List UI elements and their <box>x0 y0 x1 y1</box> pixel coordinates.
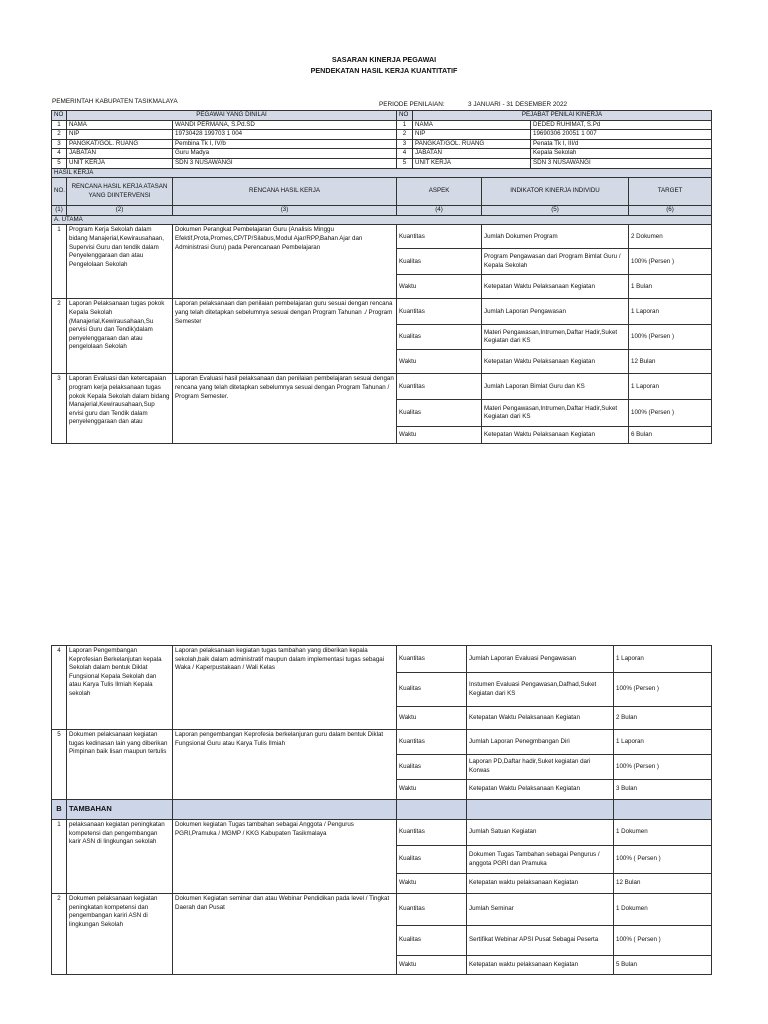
item-target: 1 Laporan <box>629 299 712 325</box>
item-aspek: Waktu <box>397 707 467 730</box>
header-no-2: NO <box>397 111 413 121</box>
item-indikator: Dokumen Tugas Tambahan sebagai Pengurus / anggota PGRI dan Pramuka <box>467 846 614 874</box>
item-aspek: Waktu <box>397 874 467 894</box>
table-row <box>52 374 712 400</box>
utama-label: A. UTAMA <box>52 215 712 225</box>
item-no: 3 <box>52 374 67 444</box>
item-no: 2 <box>52 894 67 975</box>
item-target: 100% (Persen ) <box>614 673 712 707</box>
item-indikator: Ketepatan waktu pelaksanaan Kegiatan <box>467 956 614 975</box>
item-rencana: Dokumen Perangkat Pembelajaran Guru (Analisis Minggu Efektif,Prota,Promes,CP/TP/Silabus,Modul Ajar/RPP,Bahan Ajar dan Administrasi Guru) pada Perencanaan Pembelajaran <box>173 225 397 299</box>
item-aspek: Waktu <box>397 780 467 800</box>
skp-table-page-1 <box>51 110 712 444</box>
item-target: 1 Dokumen <box>614 820 712 846</box>
item-target: 1 Laporan <box>629 374 712 400</box>
row-no-2: 3 <box>397 139 413 149</box>
document-subtitle: PENDEKATAN HASIL KERJA KUANTITATIF <box>310 66 458 75</box>
section-b-letter: B <box>52 800 67 820</box>
item-aspek: Kualitas <box>397 846 467 874</box>
item-atasan: Laporan Pengembangan Keprofesian Berkelanjutan kepala Sekolah dalam bentuk Diklat Fungsional Kepala Sekolah dan atau Karya Tulis Ilmiah Kepala sekolah <box>67 646 173 730</box>
row-no: 1 <box>52 120 67 130</box>
item-indikator: Jumlah Dokumen Program <box>482 225 629 249</box>
item-no: 2 <box>52 299 67 374</box>
item-rencana: Laporan pengembangan Keprofesia berkelanjuran guru dalam bentuk Diklat Fungsional Guru atau Karya Tulis Ilmiah <box>173 730 397 800</box>
item-rencana: Laporan pelaksanaan dan penilaian pembelajaran guru sesuai dengan rencana yang telah ditetapkan sebelumnya sesuai dengan Program Tahunan ./ Program Semester <box>173 299 397 374</box>
item-no: 1 <box>52 225 67 299</box>
item-atasan: pelaksanaan kegiatan peningkatan kompetensi dan pengembangan karir ASN di lingkungan sekolah <box>67 820 173 894</box>
item-indikator: Sertifikat Webinar APSI Pusat Sebagai Peserta <box>467 926 614 956</box>
row-label: JABATAN <box>67 149 173 159</box>
item-rencana: Dokumen kegiatan Tugas tambahan sebagai Anggota / Pengurus PGRI,Pramuka / MGMP / KKG Kabupaten Tasikmalaya <box>173 820 397 894</box>
col-no: NO. <box>52 178 67 206</box>
item-indikator: Ketepatan Waktu Pelaksanaan Kegiatan <box>482 427 629 444</box>
item-indikator: Jumlah Laporan Bimlat Guru dan KS <box>482 374 629 400</box>
row-no: 5 <box>52 158 67 168</box>
row-no-2: 2 <box>397 130 413 140</box>
item-indikator: Ketepatan waktu pelaksanaan Kegiatan <box>467 874 614 894</box>
item-aspek: Waktu <box>397 350 482 374</box>
item-no: 4 <box>52 646 67 730</box>
item-rencana: Dokumen Kegiatan seminar dan atau Webinar Pendidikan pada level / Tingkat Daerah dan Pusat <box>173 894 397 975</box>
row-label-2: NAMA <box>413 120 531 130</box>
item-atasan: Program Kerja Sekolah dalam bidang Manajerial,Kewirausahaan, Supervisi Guru dan tendik dalam Penyelenggaraan dan atau Pengelolaan Sekolah <box>67 225 173 299</box>
item-no: 1 <box>52 820 67 894</box>
item-aspek: Kuantitas <box>397 894 467 926</box>
row-value: SDN 3 NUSAWANGI <box>173 158 397 168</box>
item-target: 1 Bulan <box>629 275 712 299</box>
row-value-2: Penata Tk I, III/d <box>531 139 712 149</box>
section-b-label: TAMBAHAN <box>67 800 173 820</box>
identity-row <box>52 158 712 168</box>
row-value: WANDI PERMANA, S.Pd.SD <box>173 120 397 130</box>
row-label: UNIT KERJA <box>67 158 173 168</box>
table-row <box>52 730 712 755</box>
period-value: 3 JANUARI - 31 DESEMBER 2022 <box>468 101 568 108</box>
row-value: 19730428 199703 1 004 <box>173 130 397 140</box>
item-atasan: Dokumen pelaksanaan kegiatan peningkatan kompetensi dan pengembangan kariri ASN di lingkungan Sekolah <box>67 894 173 975</box>
item-aspek: Kualitas <box>397 755 467 780</box>
col-num: (4) <box>397 206 482 216</box>
item-aspek: Waktu <box>397 427 482 444</box>
item-target: 100% ( Persen ) <box>614 846 712 874</box>
item-aspek: Waktu <box>397 956 467 975</box>
col-target: TARGET <box>629 178 712 206</box>
skp-table-page-2 <box>51 645 712 975</box>
item-aspek: Kualitas <box>397 926 467 956</box>
item-target: 1 Dokumen <box>614 894 712 926</box>
item-indikator: Ketepatan Waktu Pelaksanaan Kegiatan <box>467 780 614 800</box>
item-aspek: Kuantitas <box>397 225 482 249</box>
item-aspek: Kuantitas <box>397 299 482 325</box>
pegawai-title: PEGAWAI YANG DINILAI <box>67 111 397 121</box>
identity-row <box>52 120 712 130</box>
row-no: 3 <box>52 139 67 149</box>
col-num: (5) <box>482 206 629 216</box>
table-row <box>52 225 712 249</box>
col-num: (3) <box>173 206 397 216</box>
item-target: 100% (Persen ) <box>629 325 712 350</box>
row-no: 4 <box>52 149 67 159</box>
row-label-2: NIP <box>413 130 531 140</box>
item-rencana: Laporan Evaluasi hasil pelaksanaan dan penilaian pembelajaran sesuai dengan rencana yang telah ditetapkan sebelumnya sesuai dengan Program Tahunan / Program Semester. <box>173 374 397 444</box>
item-target: 1 Laporan <box>614 646 712 673</box>
item-no: 5 <box>52 730 67 800</box>
row-label-2: JABATAN <box>413 149 531 159</box>
item-target: 100% (Persen ) <box>629 400 712 427</box>
item-target: 3 Bulan <box>614 780 712 800</box>
item-target: 5 Bulan <box>614 956 712 975</box>
row-no: 2 <box>52 130 67 140</box>
item-atasan: Laporan Pelaksanaan tugas pokok Kepala Sekolah (Manajerial,Kewirausahaan,Su pervisi Guru dan Tendik)dalam penyelenggaraan dan atau pengelolaan Sekolah <box>67 299 173 374</box>
item-aspek: Kualitas <box>397 673 467 707</box>
header-no: NO <box>52 111 67 121</box>
row-value-2: 19690306 20051 1 007 <box>531 130 712 140</box>
item-indikator: Jumlah Laporan Evaluasi Pengawasan <box>467 646 614 673</box>
pejabat-title: PEJABAT PENILAI KINERJA <box>413 111 712 121</box>
item-indikator: Program Pengawasan dari Program Bimlat Guru / Kepala Sekolah <box>482 249 629 275</box>
hasil-kerja-label: HASIL KERJA <box>52 168 712 178</box>
row-label-2: PANGKAT/GOL. RUANG <box>413 139 531 149</box>
identity-row <box>52 139 712 149</box>
row-no-2: 1 <box>397 120 413 130</box>
row-label-2: UNIT KERJA <box>413 158 531 168</box>
item-indikator: Jumlah Seminar <box>467 894 614 926</box>
item-indikator: Jumlah Laporan Penegmbangan Diri <box>467 730 614 755</box>
item-aspek: Kuantitas <box>397 730 467 755</box>
section-b-row <box>52 800 712 820</box>
item-indikator: Materi Pengawasan,Intrumen,Daftar Hadir,Suket Kegiatan dari KS <box>482 325 629 350</box>
row-value: Pembina Tk I, IV/b <box>173 139 397 149</box>
identity-row <box>52 149 712 159</box>
item-target: 6 Bulan <box>629 427 712 444</box>
item-target: 100% (Persen ) <box>614 755 712 780</box>
row-value-2: DEDED RUHIMAT, S.Pd <box>531 120 712 130</box>
col-num: (1) <box>52 206 67 216</box>
item-indikator: Instumen Evaluasi Pengawasan,Dafhad,Suket Kegiatan dari KS <box>467 673 614 707</box>
row-value-2: Kepala Sekolah <box>531 149 712 159</box>
item-target: 12 Bulan <box>629 350 712 374</box>
item-aspek: Kuantitas <box>397 646 467 673</box>
col-rencana-atasan: RENCANA HASIL KERJA ATASAN YANG DIINTERVENSI <box>67 178 173 206</box>
item-target: 2 Dokumen <box>629 225 712 249</box>
row-value-2: SDN 3 NUSAWANGI <box>531 158 712 168</box>
item-rencana: Laporan pelaksanaan kegiatan tugas tambahan yang diberikan kepala sekolah,baik dalam administratif maupun dalam implementasi tugas sebagai Waka / Kaperpustakaan / Wali Kelas <box>173 646 397 730</box>
col-num: (2) <box>67 206 173 216</box>
item-indikator: Jumlah Laporan Pengawasan <box>482 299 629 325</box>
row-value: Guru Madya <box>173 149 397 159</box>
table-row <box>52 820 712 846</box>
item-aspek: Kualitas <box>397 325 482 350</box>
item-aspek: Kuantitas <box>397 374 482 400</box>
table-row <box>52 299 712 325</box>
item-target: 1 Laporan <box>614 730 712 755</box>
document-title: SASARAN KINERJA PEGAWAI <box>331 55 437 64</box>
item-indikator: Laporan PD,Daftar hadir,Suket kegiatan dari Korwas <box>467 755 614 780</box>
item-target: 100% ( Persen ) <box>614 926 712 956</box>
row-no-2: 5 <box>397 158 413 168</box>
identity-row <box>52 130 712 140</box>
item-indikator: Ketepatan Waktu Pelaksanaan Kegiatan <box>467 707 614 730</box>
item-atasan: Dokumen pelaksanaan kegiatan tugas kedinasan lain yang diberikan Pimpinan baik lisan maupun tertulis <box>67 730 173 800</box>
table-row <box>52 894 712 926</box>
item-target: 12 Bulan <box>614 874 712 894</box>
col-aspek: ASPEK <box>397 178 482 206</box>
item-indikator: Ketepatan Waktu Pelaksanaan Kegiatan <box>482 275 629 299</box>
table-row <box>52 646 712 673</box>
item-atasan: Laporan Evaluasi dan ketercapaian program kerja pelaksanaan tugas pokok Kepala Sekolah dalam bidang Manajerial,Kewirausahaan,Sup ervisi guru dan Tendik dalam penyelenggaraan dan atau <box>67 374 173 444</box>
item-indikator: Jumlah Satuan Kegiatan <box>467 820 614 846</box>
item-aspek: Kuantitas <box>397 820 467 846</box>
col-num: (6) <box>629 206 712 216</box>
item-target: 2 Bulan <box>614 707 712 730</box>
col-rencana: RENCANA HASIL KERJA <box>173 178 397 206</box>
row-label: NAMA <box>67 120 173 130</box>
item-indikator: Materi Pengawasan,Intrumen,Daftar Hadir,Suket Kegiatan dari KS <box>482 400 629 427</box>
organization-name: PEMERINTAH KABUPATEN TASIKMALAYA <box>52 98 178 105</box>
item-indikator: Ketepatan Waktu Pelaksanaan Kegiatan <box>482 350 629 374</box>
row-no-2: 4 <box>397 149 413 159</box>
item-aspek: Kualitas <box>397 400 482 427</box>
item-target: 100% (Persen ) <box>629 249 712 275</box>
row-label: NIP <box>67 130 173 140</box>
item-aspek: Waktu <box>397 275 482 299</box>
col-indikator: INDIKATOR KINERJA INDIVIDU <box>482 178 629 206</box>
period-label: PERIODE PENILAIAN: <box>379 101 445 108</box>
item-aspek: Kualitas <box>397 249 482 275</box>
row-label: PANGKAT/GOL. RUANG <box>67 139 173 149</box>
